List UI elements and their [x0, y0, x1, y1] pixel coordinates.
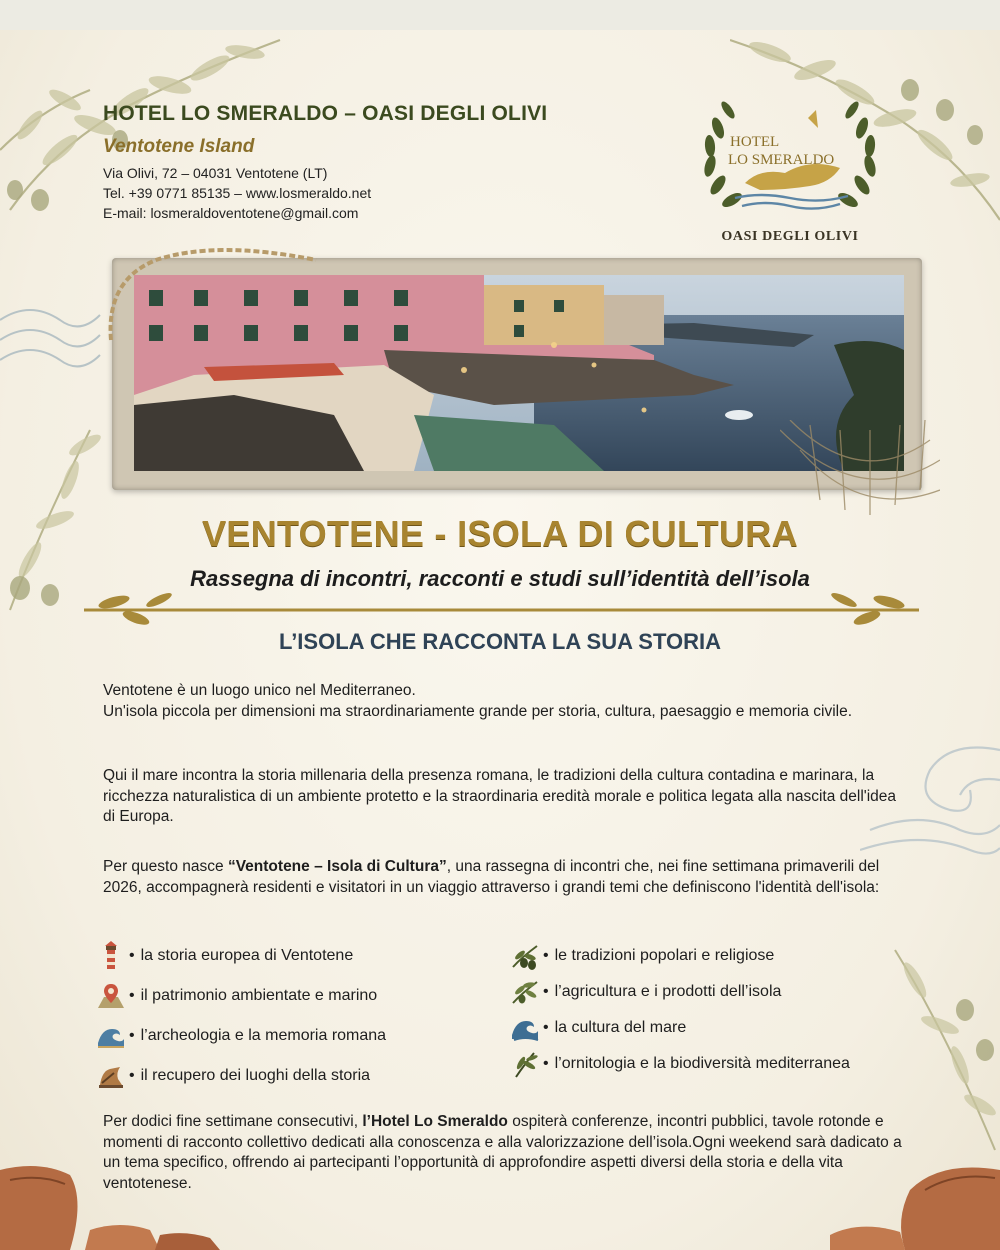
amphora-left-icon — [0, 1160, 230, 1250]
hotel-island: Ventotene Island — [103, 136, 255, 157]
theme-right-1 — [510, 941, 774, 971]
theme-left-4 — [96, 1061, 370, 1091]
theme-right-4 — [510, 1049, 850, 1079]
amphora-right-icon — [830, 1160, 1000, 1250]
main-title: VENTOTENE - ISOLA DI CULTURA — [202, 513, 798, 554]
theme-left-3-label: l’archeologia e la memoria romana — [140, 1027, 387, 1044]
logo-line1: HOTEL — [730, 134, 780, 150]
paragraph-4-after: ospiterà conferenze, incontri pubblici, tavole rotonde e momenti di racconto collettivo dedicati alla conoscenza e alla valorizzazione dell’isola.Ogni weekend sarà dadicato a un tema specifico, offrendo ai partecipanti l’opportunità di approfondire aspetti diversi della storia e della vita ventotenese. — [103, 1113, 902, 1192]
paragraph-4-before: Per dodici fine settimane consecutivi, — [103, 1113, 363, 1130]
bullet: • — [129, 1027, 135, 1044]
intro-line1: Ventotene è un luogo unico nel Mediterraneo. — [103, 682, 416, 699]
map-pin-icon — [96, 981, 126, 1011]
section-title: L’ISOLA CHE RACCONTA LA SUA STORIA — [278, 629, 722, 654]
hotel-phone-web[interactable]: Tel. +39 0771 85135 – www.losmeraldo.net — [103, 185, 372, 201]
top-band — [0, 0, 1000, 30]
wave-icon — [510, 1013, 540, 1043]
bullet: • — [543, 947, 549, 964]
bullet: • — [129, 987, 135, 1004]
theme-right-3-label: la cultura del mare — [554, 1019, 687, 1036]
bullet: • — [129, 1067, 135, 1084]
theme-left-3 — [96, 1021, 386, 1051]
olive-branch-icon — [510, 941, 540, 971]
theme-right-2 — [510, 977, 781, 1007]
theme-left-4-label: il recupero dei luoghi della storia — [140, 1067, 371, 1084]
paragraph-3-before: Per questo nasce — [103, 858, 228, 875]
paragraph-3 — [103, 857, 903, 898]
logo-subtitle: OASI DEGLI OLIVI — [721, 229, 859, 244]
fishing-net-icon — [780, 420, 940, 520]
paragraph-3-after: , una rassegna di incontri che, nei fine settimana primaverili del 2026, accompagnerà residenti e visitatori in un viaggio attraverso i grandi temi che definiscono l'identità dell'isola: — [103, 858, 880, 896]
intro-paragraph — [103, 681, 903, 722]
theme-left-2-label: il patrimonio ambientate e marino — [140, 987, 378, 1004]
logo-line2: LO SMERALDO — [728, 152, 835, 168]
theme-right-1-label: le tradizioni popolari e religiose — [554, 947, 775, 964]
bullet: • — [129, 947, 135, 964]
subtitle: Rassegna di incontri, racconti e studi sull’identità dell’isola — [190, 566, 810, 591]
hotel-address: Via Olivi, 72 – 04031 Ventotene (LT) — [103, 165, 328, 181]
olive-branch-icon — [510, 977, 540, 1007]
theme-left-2 — [96, 981, 377, 1011]
bullet: • — [543, 1055, 549, 1072]
theme-left-1-label: la storia europea di Ventotene — [140, 947, 354, 964]
intro-line2: Un'isola piccola per dimensioni ma straordinariamente grande per storia, cultura, paesaggio e memoria civile. — [103, 702, 853, 720]
divider-olive-icon — [74, 590, 929, 630]
theme-right-3 — [510, 1013, 686, 1043]
wave-icon — [96, 1021, 126, 1051]
hotel-name: HOTEL LO SMERALDO – OASI DEGLI OLIVI — [103, 102, 548, 125]
laurel-wreath-icon — [690, 88, 890, 228]
plant-icon — [510, 1049, 540, 1079]
scroll-icon — [96, 1061, 126, 1091]
paragraph-2: Qui il mare incontra la storia millenaria della presenza romana, le tradizioni della cultura contadina e marinara, la ricchezza naturalistica di un ambiente protetto e la straordinaria eredità morale e politica legata alla nascita dell'idea di Europa. — [103, 767, 897, 825]
lighthouse-icon — [96, 941, 126, 971]
paragraph-3-bold: “Ventotene – Isola di Cultura” — [227, 858, 447, 875]
paragraph-4-bold: l’Hotel Lo Smeraldo — [362, 1113, 508, 1130]
bullet: • — [543, 1019, 549, 1036]
theme-left-1 — [96, 941, 353, 971]
wave-swirl-left-icon — [0, 290, 110, 390]
theme-right-4-label: l’ornitologia e la biodiversità mediterranea — [554, 1055, 850, 1072]
hotel-email[interactable]: E-mail: losmeraldoventotene@gmail.com — [103, 205, 359, 221]
theme-right-2-label: l’agricultura e i prodotti dell’isola — [554, 983, 782, 1000]
bullet: • — [543, 983, 549, 1000]
